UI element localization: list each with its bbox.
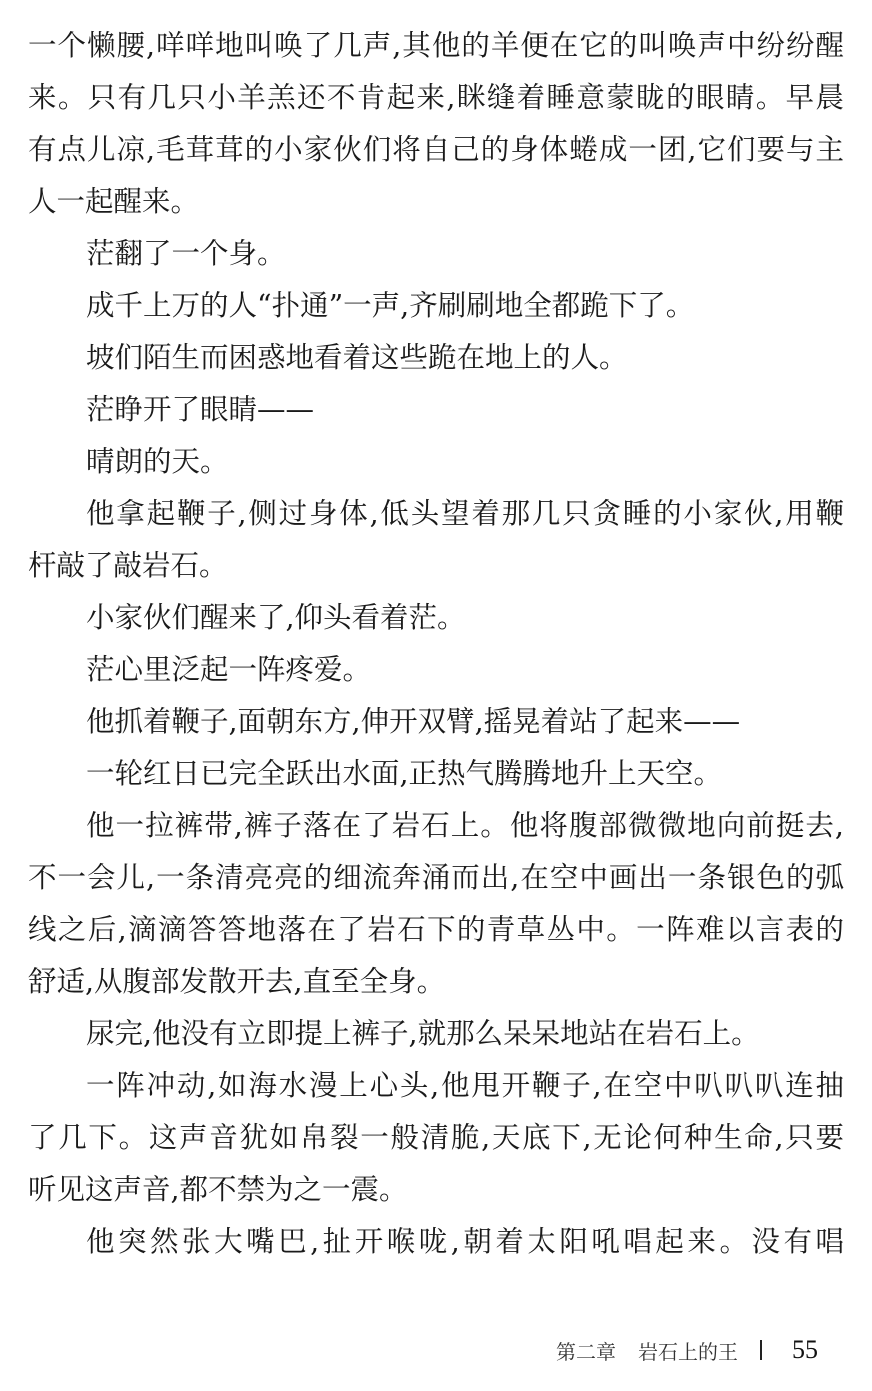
text-line: 线之后,滴滴答答地落在了岩石下的青草丛中。一阵难以言表的 bbox=[28, 913, 844, 946]
text-line: 一轮红日已完全跃出水面,正热气腾腾地升上天空。 bbox=[86, 757, 723, 790]
text-line: 茫睁开了眼睛—— bbox=[86, 393, 315, 426]
text-line: 有点儿凉,毛茸茸的小家伙们将自己的身体蜷成一团,它们要与主 bbox=[28, 133, 844, 166]
text-line: 人一起醒来。 bbox=[28, 185, 200, 218]
footer-divider bbox=[760, 1340, 762, 1360]
chapter-title: 岩石上的王 bbox=[638, 1339, 738, 1364]
text-line: 坡们陌生而困惑地看着这些跪在地上的人。 bbox=[86, 341, 628, 374]
text-line: 小家伙们醒来了,仰头看着茫。 bbox=[86, 601, 466, 634]
text-line: 一阵冲动,如海水漫上心头,他甩开鞭子,在空中叭叭叭连抽 bbox=[86, 1069, 844, 1102]
text-line: 茫心里泛起一阵疼爱。 bbox=[86, 653, 372, 686]
text-line: 听见这声音,都不禁为之一震。 bbox=[28, 1173, 408, 1206]
text-line: 杆敲了敲岩石。 bbox=[28, 549, 228, 582]
text-line: 舒适,从腹部发散开去,直至全身。 bbox=[28, 965, 446, 998]
page-footer bbox=[556, 1330, 818, 1370]
text-line: 来。只有几只小羊羔还不肯起来,眯缝着睡意蒙眬的眼睛。早晨 bbox=[28, 81, 844, 114]
text-line: 他拿起鞭子,侧过身体,低头望着那几只贪睡的小家伙,用鞭 bbox=[86, 497, 844, 530]
text-line: 一个懒腰,咩咩地叫唤了几声,其他的羊便在它的叫唤声中纷纷醒 bbox=[28, 29, 844, 62]
page-body bbox=[28, 20, 844, 1268]
text-line: 不一会儿,一条清亮亮的细流奔涌而出,在空中画出一条银色的弧 bbox=[28, 861, 844, 894]
page-number: 55 bbox=[792, 1335, 818, 1364]
text-line: 尿完,他没有立即提上裤子,就那么呆呆地站在岩石上。 bbox=[86, 1017, 760, 1050]
text-line: 了几下。这声音犹如帛裂一般清脆,天底下,无论何种生命,只要 bbox=[28, 1121, 844, 1154]
text-line: 他一拉裤带,裤子落在了岩石上。他将腹部微微地向前挺去, bbox=[86, 809, 844, 842]
text-line: 晴朗的天。 bbox=[86, 445, 229, 478]
text-line: 他突然张大嘴巴,扯开喉咙,朝着太阳吼唱起来。没有唱 bbox=[86, 1225, 844, 1258]
text-line: 他抓着鞭子,面朝东方,伸开双臂,摇晃着站了起来—— bbox=[86, 705, 741, 738]
text-line: 成千上万的人“扑通”一声,齐刷刷地全都跪下了。 bbox=[86, 289, 695, 322]
text-line: 茫翻了一个身。 bbox=[86, 237, 286, 270]
chapter-label: 第二章 bbox=[556, 1339, 616, 1364]
